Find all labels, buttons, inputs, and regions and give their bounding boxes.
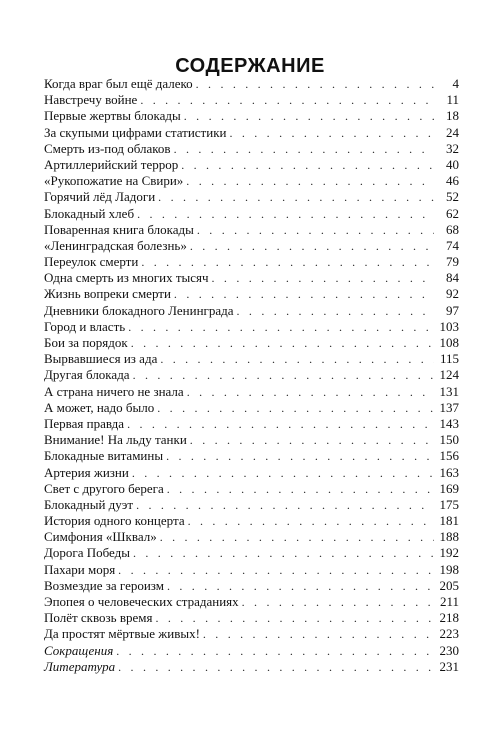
toc-entry-page-number: 175 xyxy=(439,496,459,512)
toc-dot-leader xyxy=(184,108,434,124)
toc-entry xyxy=(44,141,459,157)
toc-entry-page-number: 46 xyxy=(446,173,459,189)
toc-entry-title: Поваренная книга блокады xyxy=(44,221,194,237)
toc-entry xyxy=(44,448,459,464)
toc-dot-leader xyxy=(127,416,434,432)
toc-entry-title: Симфония «Шквал» xyxy=(44,529,157,545)
page-title: СОДЕРЖАНИЕ xyxy=(175,55,325,77)
toc-entry-title: Да простят мёртвые живых! xyxy=(44,626,200,642)
toc-entry xyxy=(44,173,459,189)
toc-entry-title: Блокадный дуэт xyxy=(44,496,134,512)
toc-entry xyxy=(44,270,459,286)
toc-entry xyxy=(44,367,459,383)
toc-entry-page-number: 11 xyxy=(446,92,459,108)
toc-entry-page-number: 218 xyxy=(439,610,459,626)
toc-entry xyxy=(44,594,459,610)
toc-entry-title: Блокадный хлеб xyxy=(44,205,135,221)
toc-entry-title: Внимание! На льду танки xyxy=(44,432,187,448)
toc-entry-page-number: 115 xyxy=(439,351,459,367)
toc-entry-page-number: 211 xyxy=(439,594,459,609)
toc-entry-title: Когда враг был ещё далеко xyxy=(44,76,193,91)
toc-dot-leader xyxy=(188,513,434,529)
toc-entry-title: «Ленинградская болезнь» xyxy=(44,237,187,253)
toc-entry xyxy=(44,286,459,302)
toc-entry-page-number: 188 xyxy=(439,529,459,545)
toc-dot-leader xyxy=(136,497,434,513)
toc-entry-page-number: 68 xyxy=(446,221,459,237)
toc-dot-leader xyxy=(158,189,434,205)
toc-entry xyxy=(44,465,459,481)
toc-dot-leader xyxy=(160,529,434,545)
toc-dot-leader xyxy=(116,643,434,659)
toc-entry xyxy=(44,157,459,173)
toc-entry-title: Жизнь вопреки смерти xyxy=(44,286,171,302)
toc-entry-page-number: 131 xyxy=(439,383,459,399)
toc-dot-leader xyxy=(160,351,434,367)
toc-entry-page-number: 181 xyxy=(439,513,459,529)
toc-entry xyxy=(44,432,459,448)
toc-entry-title: Эпопея о человеческих страданиях xyxy=(44,594,239,609)
toc-entry-title: Одна смерть из многих тысяч xyxy=(44,270,209,286)
toc-entry xyxy=(44,400,459,416)
toc-entry-title: Сокращения xyxy=(44,642,114,658)
toc-dot-leader xyxy=(190,432,434,448)
toc-dot-leader xyxy=(157,400,434,416)
toc-entry-page-number: 84 xyxy=(446,270,459,286)
toc-entry xyxy=(44,206,459,222)
toc-entry-page-number: 32 xyxy=(446,140,459,156)
toc-entry-title: Первая правда xyxy=(44,415,125,431)
toc-entry-page-number: 24 xyxy=(446,124,459,140)
toc-entry-title: Бои за порядок xyxy=(44,335,128,350)
toc-entry xyxy=(44,659,459,675)
toc-entry-page-number: 150 xyxy=(439,432,459,448)
toc-entry-page-number: 156 xyxy=(439,448,459,464)
toc-entry xyxy=(44,335,459,351)
toc-dot-leader xyxy=(118,659,434,675)
toc-entry xyxy=(44,189,459,205)
toc-entry xyxy=(44,303,459,319)
toc-entry-title: История одного концерта xyxy=(44,513,185,529)
toc-dot-leader xyxy=(137,206,434,222)
toc-entry xyxy=(44,643,459,659)
toc-entry-page-number: 205 xyxy=(439,577,459,593)
toc-entry-title: Пахари моря xyxy=(44,561,116,577)
toc-entry-title: Вырвавшиеся из ада xyxy=(44,351,158,367)
toc-dot-leader xyxy=(166,448,434,464)
toc-dot-leader xyxy=(174,286,434,302)
toc-entry-page-number: 223 xyxy=(439,626,459,642)
toc-entry-title: «Рукопожатие на Свири» xyxy=(44,173,184,189)
toc-entry-page-number: 230 xyxy=(439,642,459,658)
toc-entry-title: Возмездие за героизм xyxy=(44,577,164,593)
toc-dot-leader xyxy=(203,626,434,642)
toc-entry-page-number: 52 xyxy=(446,189,459,205)
toc-dot-leader xyxy=(212,270,434,286)
toc-dot-leader xyxy=(128,319,434,335)
toc-dot-leader xyxy=(237,303,434,319)
toc-dot-leader xyxy=(167,578,434,594)
toc-entry-page-number: 108 xyxy=(439,335,459,350)
toc-dot-leader xyxy=(141,254,434,270)
toc-entry-title: Другая блокада xyxy=(44,367,130,383)
toc-dot-leader xyxy=(196,76,434,92)
toc-entry xyxy=(44,545,459,561)
toc-entry xyxy=(44,610,459,626)
toc-entry xyxy=(44,416,459,432)
toc-entry-title: Переулок смерти xyxy=(44,254,139,270)
toc-entry-title: Смерть из-под облаков xyxy=(44,140,171,156)
toc-entry xyxy=(44,76,459,92)
toc-dot-leader xyxy=(133,367,434,383)
toc-entry-page-number: 231 xyxy=(439,658,459,674)
toc-entry-title: Город и власть xyxy=(44,318,126,334)
toc-dot-leader xyxy=(133,545,434,561)
toc-entry-page-number: 169 xyxy=(439,480,459,496)
toc-entry-title: А страна ничего не знала xyxy=(44,383,184,399)
toc-list xyxy=(44,76,459,675)
toc-dot-leader xyxy=(187,384,434,400)
toc-dot-leader xyxy=(140,92,434,108)
toc-entry xyxy=(44,513,459,529)
toc-entry xyxy=(44,626,459,642)
toc-entry xyxy=(44,125,459,141)
toc-entry-page-number: 92 xyxy=(446,286,459,302)
toc-entry-page-number: 198 xyxy=(439,561,459,577)
toc-entry xyxy=(44,562,459,578)
toc-entry-page-number: 79 xyxy=(446,254,459,270)
toc-entry-title: Навстречу войне xyxy=(44,92,138,108)
toc-entry-page-number: 4 xyxy=(452,76,459,91)
toc-dot-leader xyxy=(155,610,434,626)
toc-dot-leader xyxy=(181,157,434,173)
toc-dot-leader xyxy=(132,465,434,481)
toc-dot-leader xyxy=(242,594,434,610)
toc-entry-page-number: 163 xyxy=(439,464,459,480)
toc-entry-page-number: 143 xyxy=(439,415,459,431)
toc-entry xyxy=(44,92,459,108)
toc-entry-page-number: 62 xyxy=(446,205,459,221)
toc-entry xyxy=(44,481,459,497)
toc-entry-title: Блокадные витамины xyxy=(44,448,164,464)
toc-dot-leader xyxy=(174,141,434,157)
toc-entry-title: Свет с другого берега xyxy=(44,480,164,496)
toc-entry-page-number: 40 xyxy=(446,156,459,172)
toc-entry xyxy=(44,384,459,400)
toc-dot-leader xyxy=(131,335,434,351)
toc-dot-leader xyxy=(167,481,434,497)
toc-entry xyxy=(44,497,459,513)
toc-entry-page-number: 103 xyxy=(439,318,459,334)
toc-entry-title: Артиллерийский террор xyxy=(44,156,179,172)
toc-entry xyxy=(44,238,459,254)
toc-entry xyxy=(44,319,459,335)
toc-entry-page-number: 74 xyxy=(446,237,459,253)
toc-entry-title: Дневники блокадного Ленинграда xyxy=(44,302,234,318)
toc-entry-page-number: 137 xyxy=(439,399,459,415)
toc-entry-title: Литература xyxy=(44,658,116,674)
toc-dot-leader xyxy=(118,562,434,578)
toc-entry-page-number: 18 xyxy=(446,108,459,124)
toc-entry-title: А может, надо было xyxy=(44,399,155,415)
toc-entry-title: Дорога Победы xyxy=(44,545,130,561)
toc-entry xyxy=(44,578,459,594)
toc-dot-leader xyxy=(197,222,434,238)
toc-entry xyxy=(44,529,459,545)
toc-entry-title: Первые жертвы блокады xyxy=(44,108,181,124)
toc-entry-title: Артерия жизни xyxy=(44,464,129,480)
toc-entry-title: За скупыми цифрами статистики xyxy=(44,124,227,140)
toc-entry-title: Горячий лёд Ладоги xyxy=(44,189,156,205)
toc-dot-leader xyxy=(190,238,434,254)
toc-dot-leader xyxy=(229,125,434,141)
toc-entry-page-number: 124 xyxy=(439,367,459,383)
toc-entry xyxy=(44,222,459,238)
toc-entry xyxy=(44,108,459,124)
toc-entry xyxy=(44,351,459,367)
toc-entry-page-number: 97 xyxy=(446,302,459,318)
toc-entry-page-number: 192 xyxy=(439,545,459,561)
toc-dot-leader xyxy=(186,173,434,189)
toc-entry xyxy=(44,254,459,270)
toc-entry-title: Полёт сквозь время xyxy=(44,610,153,626)
